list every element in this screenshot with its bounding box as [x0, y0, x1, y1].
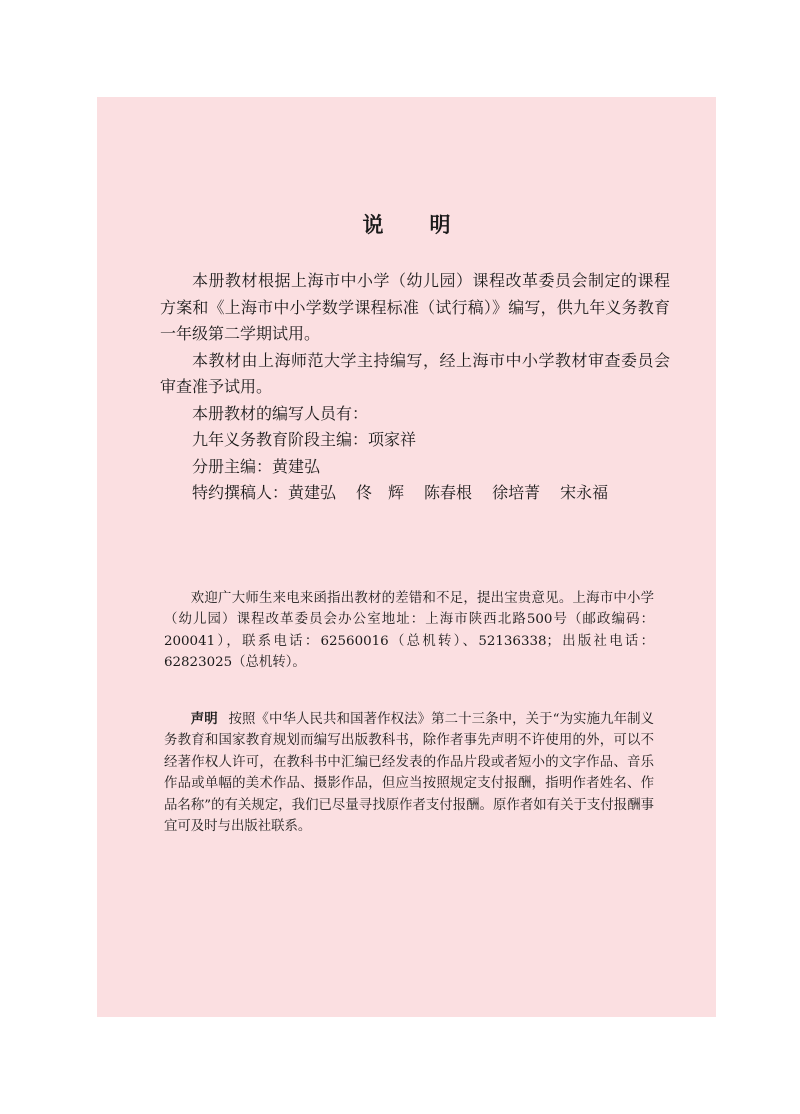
declaration-paragraph	[164, 709, 654, 837]
feedback-notice-text: 欢迎广大师生来电来函指出教材的差错和不足，提出宝贵意见。上海市中小学（幼儿园）课程改革委员会办公室地址：上海市陕西北路500号（邮政编码：200041），联系电话：62560016（总机转）、52136338；出版社电话：62823025（总机转）。	[164, 591, 654, 671]
contributor-name: 徐培菁	[492, 483, 541, 502]
contributors-line	[160, 480, 670, 507]
contributors-label: 特约撰稿人：	[192, 483, 289, 502]
declaration-text: 按照《中华人民共和国著作权法》第二十三条中，关于“为实施九年制义务教育和国家教育规划而编写出版教科书，除作者事先声明不许使用的外，可以不经著作权人许可，在教科书中汇编已经发表的作品片段或者短小的文字作品、音乐作品或单幅的美术作品、摄影作品，但应当按照规定支付报酬，指明作者姓名、作品名称”的有关规定，我们已尽量寻找原作者支付报酬。原作者如有关于支付报酬事宜可及时与出版社联系。	[164, 712, 655, 835]
editors-heading: 本册教材的编写人员有：	[192, 403, 369, 423]
contributor-name: 黄建弘	[288, 483, 337, 502]
intro-paragraph-1: 本册教材根据上海市中小学（幼儿园）课程改革委员会制定的课程方案和《上海市中小学数学课程标准（试行稿）》编写，供九年义务教育一年级第二学期试用。	[160, 271, 670, 343]
declaration-label: 声明	[190, 712, 218, 727]
contributor-name: 宋永福	[560, 483, 609, 502]
volume-editor: 分册主编：黄建弘	[192, 456, 321, 476]
copyright-declaration	[164, 709, 654, 837]
intro-paragraph-2: 本教材由上海师范大学主持编写，经上海市中小学教材审查委员会审查准予试用。	[160, 350, 670, 396]
contributor-name: 陈春根	[424, 483, 473, 502]
contributor-name: 佟 辉	[356, 483, 405, 502]
explanation-section	[160, 268, 670, 507]
chief-editor: 九年义务教育阶段主编：项家祥	[192, 430, 417, 449]
feedback-notice	[164, 588, 654, 674]
textbook-page	[97, 97, 716, 1017]
page-title: 说明	[362, 213, 497, 237]
